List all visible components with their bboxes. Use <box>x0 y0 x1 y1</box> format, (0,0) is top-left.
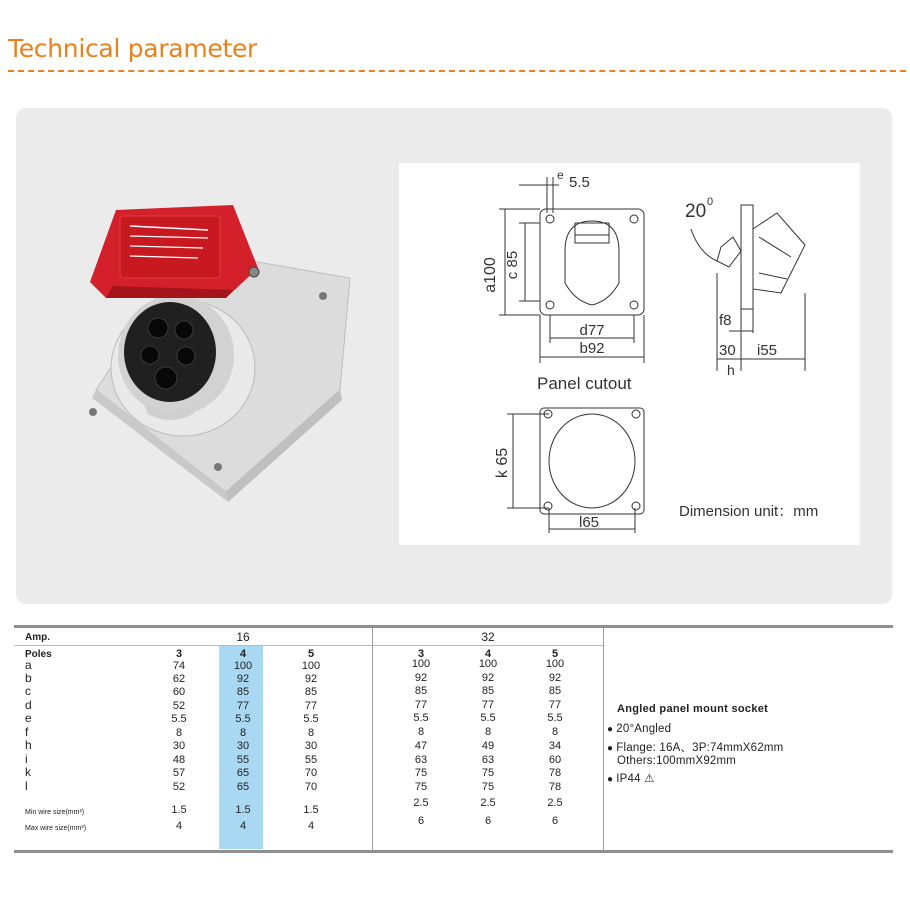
table-cell: 63 <box>414 754 428 766</box>
table-cell: 77 <box>304 700 318 712</box>
max-wire-cell: 4 <box>307 820 315 832</box>
feature-others <box>617 755 736 767</box>
table-cell: 55 <box>304 754 318 766</box>
max-wire-cell: 6 <box>484 815 492 827</box>
table-cell: 52 <box>172 781 186 793</box>
table-cell: 75 <box>481 781 495 793</box>
table-cell: 34 <box>548 740 562 752</box>
min-wire-cell: 2.5 <box>480 797 496 809</box>
table-cell: 100 <box>233 660 253 672</box>
poles-header-cell: 4 <box>484 648 492 660</box>
table-cell: 52 <box>172 700 186 712</box>
table-cell: 75 <box>481 767 495 779</box>
dim-l-value: l65 <box>578 514 600 531</box>
dim-angle-degree: 0 <box>707 196 714 208</box>
product-description-title: Angled panel mount socket <box>617 703 769 715</box>
feature-flange-text: Flange: 16A、3P:74mmX62mm <box>616 742 784 754</box>
poles-header-cell: 3 <box>175 648 183 660</box>
amp-label: Amp. <box>25 632 50 643</box>
dim-d-value: d77 <box>579 322 605 339</box>
table-cell: 8 <box>484 726 492 738</box>
table-cell: 60 <box>172 686 186 698</box>
dim-h-30: 30 <box>719 342 736 359</box>
table-cell: 100 <box>478 658 498 670</box>
table-cell: 100 <box>545 658 565 670</box>
table-cell: 85 <box>304 686 318 698</box>
table-cell: 5.5 <box>547 712 563 724</box>
table-top-rule <box>14 625 893 628</box>
max-wire-cell: 4 <box>239 820 247 832</box>
dim-e-value: 5.5 <box>569 174 590 191</box>
poles-header-cell: 5 <box>551 648 559 660</box>
table-separator <box>372 628 373 850</box>
product-image <box>58 190 358 510</box>
dim-c-value: c 85 <box>504 250 521 280</box>
table-cell: 5.5 <box>303 713 319 725</box>
table-cell: 77 <box>481 699 495 711</box>
row-label: b <box>25 671 32 685</box>
table-cell: 30 <box>172 740 186 752</box>
table-bottom-rule <box>14 850 893 853</box>
amp-16: 16 <box>236 630 250 644</box>
table-cell: 85 <box>236 686 250 698</box>
table-cell: 92 <box>548 672 562 684</box>
poles-header-cell: 4 <box>239 648 247 660</box>
table-cell: 75 <box>414 781 428 793</box>
table-cell: 62 <box>172 673 186 685</box>
dim-k-value: k 65 <box>494 447 511 479</box>
row-label: i <box>25 752 28 766</box>
min-wire-label: Min wire size(mm²) <box>25 809 85 816</box>
table-cell: 85 <box>414 685 428 697</box>
table-cell: 92 <box>236 673 250 685</box>
table-cell: 8 <box>417 726 425 738</box>
min-wire-cell: 1.5 <box>171 804 187 816</box>
table-cell: 77 <box>414 699 428 711</box>
table-cell: 5.5 <box>413 712 429 724</box>
dim-a-value: a100 <box>482 257 499 293</box>
amp-32: 32 <box>481 630 495 644</box>
table-cell: 70 <box>304 781 318 793</box>
table-cell: 70 <box>304 767 318 779</box>
table-separator <box>603 628 604 850</box>
table-cell: 8 <box>307 727 315 739</box>
feature-ip-text: IP44 <box>616 773 641 785</box>
panel-cutout-title: Panel cutout <box>537 374 632 393</box>
row-label: l <box>25 779 28 793</box>
table-cell: 78 <box>548 781 562 793</box>
feature-flange: ● Flange: 16A、3P:74mmX62mm <box>607 742 784 754</box>
row-label: d <box>25 698 32 712</box>
dim-angle-value: 20 <box>685 201 707 222</box>
table-cell: 30 <box>236 740 250 752</box>
page-title: Technical parameter <box>8 34 258 63</box>
table-cell: 48 <box>172 754 186 766</box>
max-wire-cell: 4 <box>175 820 183 832</box>
table-cell: 75 <box>414 767 428 779</box>
dim-h-label: h <box>727 362 735 378</box>
table-cell: 47 <box>414 740 428 752</box>
min-wire-cell: 1.5 <box>303 804 319 816</box>
table-cell: 63 <box>481 754 495 766</box>
table-cell: 85 <box>481 685 495 697</box>
feature-angled: ● 20°Angled <box>607 723 672 735</box>
max-wire-cell: 6 <box>417 815 425 827</box>
row-label: f <box>25 725 29 739</box>
table-cell: 8 <box>175 727 183 739</box>
table-cell: 55 <box>236 754 250 766</box>
table-header-rule <box>372 645 603 646</box>
table-cell: 65 <box>236 767 250 779</box>
technical-drawing <box>399 163 860 545</box>
table-cell: 85 <box>548 685 562 697</box>
table-cell: 78 <box>548 767 562 779</box>
feature-others-text: Others:100mmX92mm <box>617 755 737 767</box>
row-label: k <box>25 765 31 779</box>
poles-label: Poles <box>25 649 52 660</box>
dim-e-label: e <box>557 168 564 182</box>
row-label: a <box>25 658 32 672</box>
title-divider <box>8 70 906 72</box>
dim-f-value: f8 <box>719 312 732 329</box>
poles-header-cell: 3 <box>417 648 425 660</box>
dim-b-value: b92 <box>579 340 605 357</box>
table-cell: 65 <box>236 781 250 793</box>
max-wire-label: Max wire size(mm²) <box>25 825 87 832</box>
min-wire-cell: 1.5 <box>235 804 251 816</box>
table-cell: 30 <box>304 740 318 752</box>
table-cell: 77 <box>548 699 562 711</box>
table-cell: 5.5 <box>235 713 251 725</box>
feature-ip: ● IP44 ⚠ <box>607 773 655 785</box>
table-cell: 8 <box>551 726 559 738</box>
table-cell: 5.5 <box>480 712 496 724</box>
table-cell: 57 <box>172 767 186 779</box>
feature-angled-text: 20°Angled <box>616 723 672 735</box>
table-cell: 92 <box>414 672 428 684</box>
table-cell: 92 <box>481 672 495 684</box>
table-cell: 8 <box>239 727 247 739</box>
table-cell: 92 <box>304 673 318 685</box>
table-cell: 5.5 <box>171 713 187 725</box>
warning-icon: ⚠ <box>644 773 655 785</box>
table-header-rule <box>14 645 372 646</box>
min-wire-cell: 2.5 <box>547 797 563 809</box>
table-cell: 100 <box>411 658 431 670</box>
poles-header-cell: 5 <box>307 648 315 660</box>
table-cell: 49 <box>481 740 495 752</box>
row-label: e <box>25 711 32 725</box>
row-label: h <box>25 738 32 752</box>
min-wire-cell: 2.5 <box>413 797 429 809</box>
table-cell: 100 <box>301 660 321 672</box>
table-cell: 60 <box>548 754 562 766</box>
dim-i-value: i55 <box>757 342 778 359</box>
row-label: c <box>25 684 31 698</box>
dimension-unit: Dimension unit：mm <box>679 503 819 520</box>
table-cell: 77 <box>236 700 250 712</box>
table-cell: 74 <box>172 660 186 672</box>
max-wire-cell: 6 <box>551 815 559 827</box>
